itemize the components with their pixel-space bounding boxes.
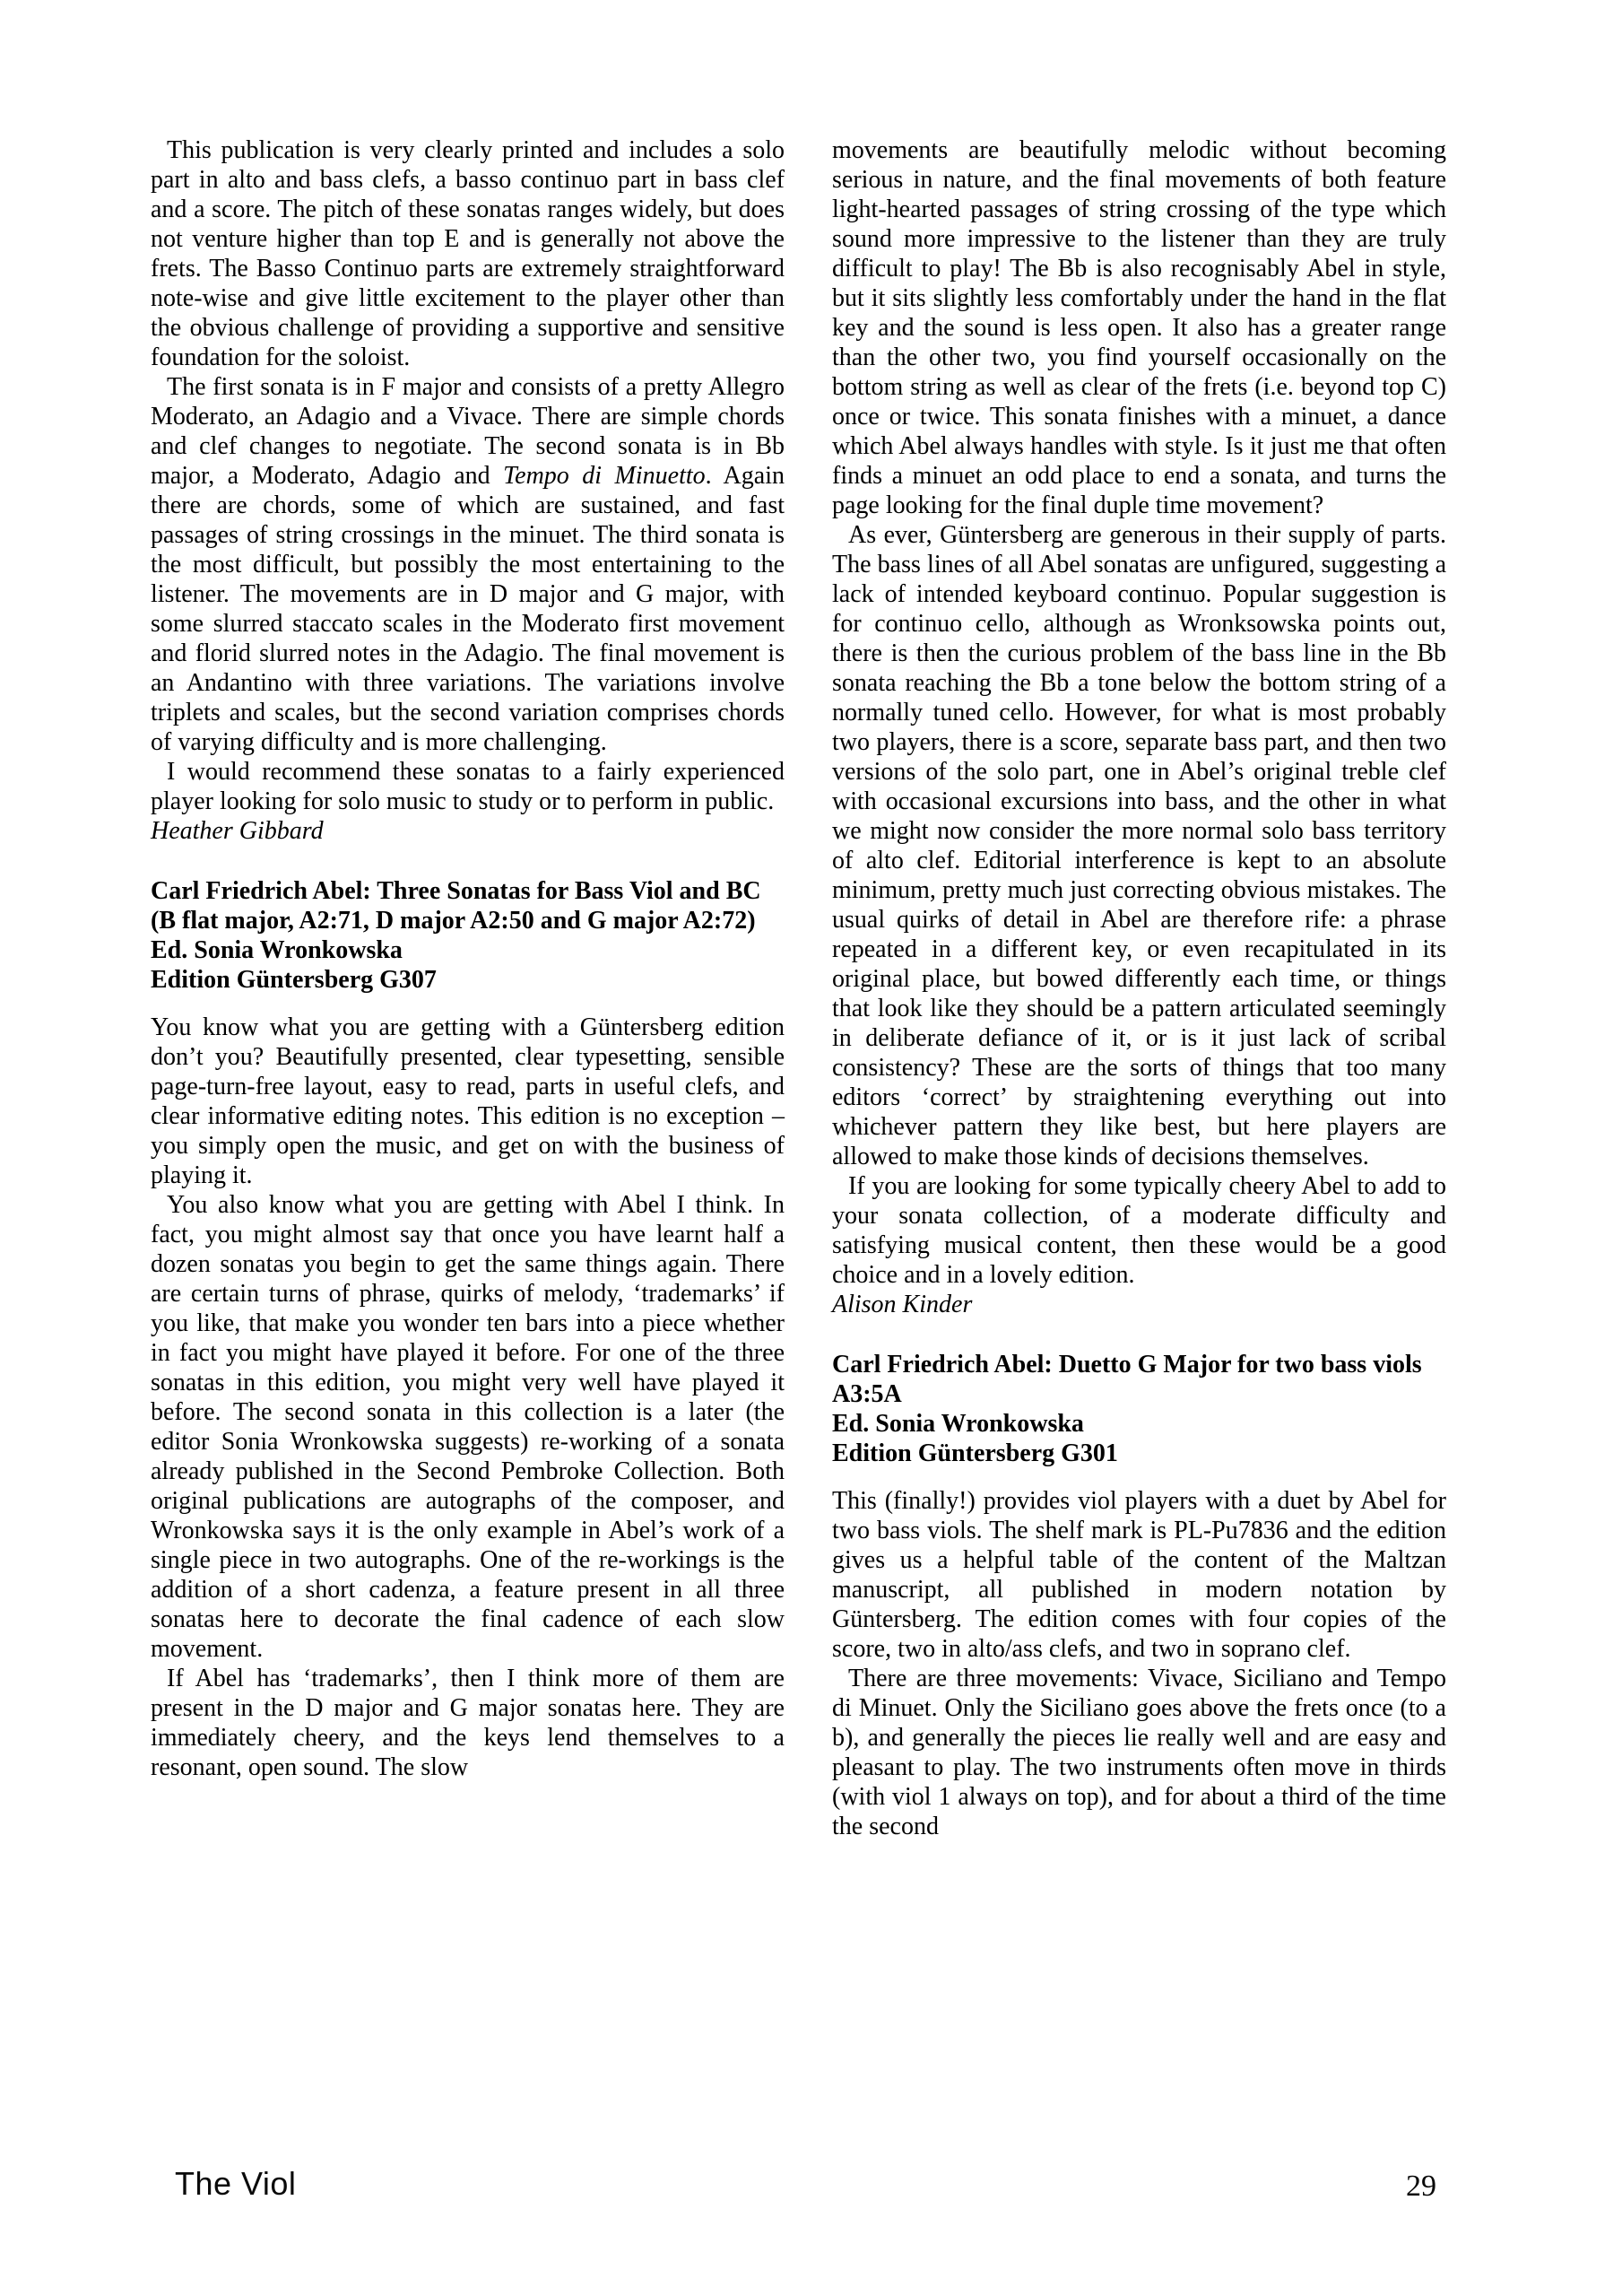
body-text: You know what you are getting with a Güntersberg edition don’t you? Beautifully presented, clear typesetting, sensible page-turn-free layout, easy to read, parts in useful clefs, and clear informative editing notes. This edition is no exception – you simply open the music, and get on with the business of playing it. bbox=[151, 1013, 785, 1189]
review-heading bbox=[151, 876, 785, 995]
heading-line: Ed. Sonia Wronkowska bbox=[832, 1410, 1084, 1438]
paragraph bbox=[151, 372, 785, 757]
paragraph bbox=[832, 135, 1446, 520]
body-text: This publication is very clearly printed and includes a solo part in alto and bass clefs, a basso continuo part in bass clef and a score. The pitch of these sonatas ranges widely, but does not venture higher than top E and is generally not above the frets. The Basso Continuo parts are extremely straightforward note-wise and give little excitement to the player other than the obvious challenge of providing a supportive and sensitive foundation for the soloist. bbox=[151, 136, 785, 371]
body-text: There are three movements: Vivace, Siciliano and Tempo di Minuet. Only the Siciliano goes above the frets once (to a b), and generally the pieces lie really well and are easy and pleasant to play. The two instruments often move in thirds (with viol 1 always on top), and for about a third of the time the second bbox=[832, 1665, 1446, 1840]
body-text: . Again there are chords, some of which are sustained, and fast passages of string crossings in the minuet. The third sonata is the most difficult, but possibly the most entertaining to the listener. The movements are in D major and G major, with some slurred staccato scales in the Moderato first movement and florid slurred notes in the Adagio. The final movement is an Andantino with three variations. The variations involve triplets and scales, but the second variation comprises chords of varying difficulty and is more challenging. bbox=[151, 462, 785, 756]
paragraph bbox=[151, 757, 785, 816]
paragraph bbox=[151, 1190, 785, 1664]
reviewer-byline: Alison Kinder bbox=[832, 1291, 973, 1318]
body-text: If Abel has ‘trademarks’, then I think more of them are present in the D major and G major sonatas here. They are immediately cheery, and the keys lend themselves to a resonant, open sound. The slow bbox=[151, 1665, 785, 1781]
left-column bbox=[151, 135, 785, 1782]
body-text: The first sonata is in F major and consists of a pretty Allegro Moderato, an Adagio and a Vivace. There are simple chords and clef changes to negotiate. The second sonata is in Bb major, a Moderato, Adagio and bbox=[151, 373, 785, 490]
page-number: 29 bbox=[1406, 2170, 1436, 2203]
italic-text: Tempo di Minuetto bbox=[503, 462, 706, 490]
heading-line: Ed. Sonia Wronkowska bbox=[151, 936, 403, 964]
paragraph bbox=[832, 520, 1446, 1171]
body-text: movements are beautifully melodic without becoming serious in nature, and the final movements of both feature light-hearted passages of string crossing of the type which sound more impressive to the listener than they are truly difficult to play! The Bb is also recognisably Abel in style, but it sits slightly less comfortably under the hand in the flat key and the sound is less open. It also has a greater range than the other two, you find yourself occasionally on the bottom string as well as clear of the frets (i.e. beyond top C) once or twice. This sonata finishes with a minuet, a dance which Abel always handles with style. Is it just me that often finds a minuet an odd place to end a sonata, and turns the page looking for the final duple time movement? bbox=[832, 136, 1446, 519]
paragraph bbox=[832, 1486, 1446, 1664]
paragraph bbox=[832, 1664, 1446, 1841]
right-column bbox=[832, 135, 1446, 1841]
journal-title-footer: The Viol bbox=[175, 2165, 297, 2202]
body-text: As ever, Güntersberg are generous in their supply of parts. The bass lines of all Abel sonatas are unfigured, suggesting a lack of intended keyboard continuo. Popular suggestion is for continuo cello, although as Wronksowska points out, there is then the curious problem of the bass line in the Bb sonata reaching the Bb a tone below the bottom string of a normally tuned cello. However, for what is most probably two players, there is a score, separate bass part, and then two versions of the solo part, one in Abel’s original treble clef with occasional excursions into bass, and the other in what we might now consider the more normal solo bass territory of alto clef. Editorial interference is kept to an absolute minimum, pretty much just correcting obvious mistakes. The usual quirks of detail in Abel are therefore rife: a phrase repeated in a different key, or even recapitulated in its original place, but bowed differently each time, or things that look like they should be a pattern articulated seemingly in deliberate defiance of it, or is it just lack of scribal consistency? These are the sorts of things that too many editors ‘correct’ by straightening everything out into whichever pattern they like best, but here players are allowed to make those kinds of decisions themselves. bbox=[832, 521, 1446, 1170]
heading-line: Carl Friedrich Abel: Three Sonatas for Bass Viol and BC (B flat major, A2:71, D major A2:50 and G major A2:72) bbox=[151, 877, 761, 935]
review-heading bbox=[832, 1350, 1446, 1468]
body-text: This (finally!) provides viol players with a duet by Abel for two bass viols. The shelf mark is PL-Pu7836 and the edition gives us a helpful table of the content of the Maltzan manuscript, all published in modern notation by Güntersberg. The edition comes with four copies of the score, two in alto/ass clefs, and two in soprano clef. bbox=[832, 1487, 1446, 1663]
paragraph bbox=[151, 1664, 785, 1782]
paragraph bbox=[151, 135, 785, 372]
reviewer-byline: Heather Gibbard bbox=[151, 817, 324, 845]
heading-line: Edition Güntersberg G307 bbox=[151, 966, 437, 994]
paragraph bbox=[832, 1171, 1446, 1290]
body-text: If you are looking for some typically cheery Abel to add to your sonata collection, of a moderate difficulty and satisfying musical content, then these would be a good choice and in a lovely edition. bbox=[832, 1172, 1446, 1289]
body-text: You also know what you are getting with Abel I think. In fact, you might almost say that once you have learnt half a dozen sonatas you begin to get the same things again. There are certain turns of phrase, quirks of melody, ‘trademarks’ if you like, that make you wonder ten bars into a piece whether in fact you might have played it before. For one of the three sonatas in this edition, you might very well have played it before. The second sonata in this collection is a later (the editor Sonia Wronkowska suggests) re-working of a sonata already published in the Second Pembroke Collection. Both original publications are autographs of the composer, and Wronkowska says it is the only example in Abel’s work of a single piece in two autographs. One of the re-workings is the addition of a short cadenza, a feature present in all three sonatas here to decorate the final cadence of each slow movement. bbox=[151, 1191, 785, 1663]
heading-line: Carl Friedrich Abel: Duetto G Major for two bass viols A3:5A bbox=[832, 1351, 1422, 1408]
body-text: I would recommend these sonatas to a fairly experienced player looking for solo music to study or to perform in public. bbox=[151, 758, 785, 815]
heading-line: Edition Güntersberg G301 bbox=[832, 1439, 1118, 1467]
paragraph bbox=[151, 1013, 785, 1190]
